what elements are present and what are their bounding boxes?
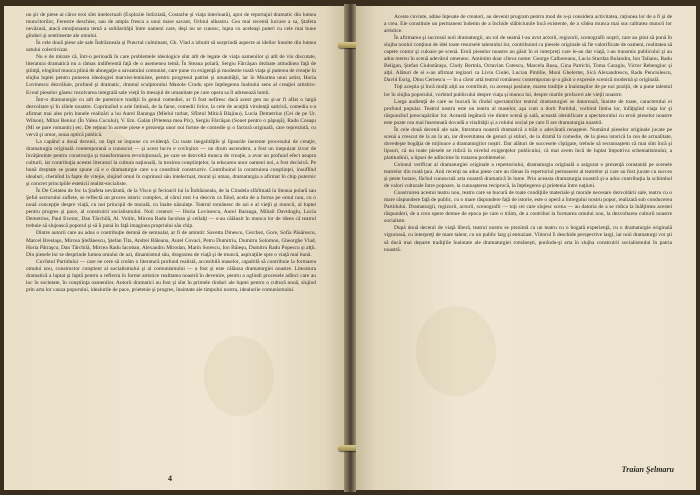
left-paragraph: În De Cetatea de foc la Ştafeta nevăzută, de la Viscu şi fecioarii lui la Îndrăzneala, de la Citadela sfărîmată la Steaua polară sau Şeful sectorului suflete, se reflectă un proces istoric complex, al cărui rost l-a descris ca fiind, acela de a forma pe omul nou, cu o nouă concepţie despre viaţă, cu noi principii de morală, cu înalte năzuinţe. Teatrul românesc de azi e al vieţii şi muncii, al luptei pentru progres şi pace, al construirii socialismului. Noii creatori — Horia Lovinescu, Aurel Baranga, Mihail Davidoglu, Lucia Demetrius, Paul Everac, Dan Tărchilă, Al. Voitin, Mircea Radu Iacoban şi ceilalţi — s-au călăuzit în munca lor de ideea că teatrul trebuie să slujească poporul şi să îi pună în faţă imaginea propriului său chip. xyxy=(26,188,316,230)
left-paragraph: Dintre autorii care au adus o contribuţie demnă de semnalat, ar fi de amintit: Savetta Dinescu, Cerchez, Gore, Sofia Păsărescu, Marcel Breslaşu, Mircea Ştefănescu, Ştefan Tita, Andrei Băleanu, Aurel Covaci, Petru Dumitriu, Dumitru Solomon, Gheorghe Vlad, Horia Pătraşcu, Dan Tărchilă, Mircea Radu Iacoban, Alexandru Mirodan, Marin Sorescu, Ion Băieşu, Dumitru Radu Popescu şi alţii. Din piesele lor se desprinde lumea omului de azi, dinamismul său, dragostea de viaţă şi de muncă, aspiraţiile spre o viaţă mai bună. xyxy=(26,230,316,258)
author-signature: Traian Şelmaru xyxy=(621,465,674,474)
left-page-text xyxy=(26,12,316,294)
right-paragraph: Aceste cuvinte, adine înţesate de creatori, au devenit program pentru mod de a-şi considera activitatea, rațiunea lor de a fi şi de a crea. Ele constituie un permanent îndemn de a închide slăbiciunile încă existente, de a vădea munca mai sus calitatea muncii lor artistice. xyxy=(384,14,672,35)
right-page-text xyxy=(384,14,672,254)
left-paragraph: În cele două piese ale sale Îndrăzneala şi Punctul culminant, Gh. Vlad a izbutit să surprindă aspecte ai ideilor înnoite din lumea satului colectivizat. xyxy=(26,40,316,54)
right-paragraph: După două decenii de viaţă liberă, teatrul nostru se prezintă ca un teatru cu o bogată experienţă, cu o dramaturgie originală viguroasă, cu interpreţi de mare talent, cu un public larg şi entuziast. Viitorul îi deschide perspective largi, iar noii dramaturgi vor şti să ducă mai departe tradiţiile înaintate ale dramaturgiei româneşti, punîndu-şi arta în slujba construirii socialismului în patria noastră. xyxy=(384,225,672,253)
book-gutter xyxy=(344,4,356,492)
right-paragraph: Toţi aceştia şi încă mulţi alţii au contribuit, cu aceeaşi pasiune, marea tradiţie a înaintaşilor de pe noi poziţii, de a pune talentul lor în slujba poporului, vorbind publicului despre viaţa şi munca lui, despre marile prefaceri ale vieţii noastre. xyxy=(384,84,672,98)
right-paragraph: Larga audienţă de care se bucură în rîndul spectatorilor teatrul dramaturgiei se datorează, înainte de toate, caracterului ei profund popular. Teatrul nostru este un teatru al maselor, aşa cum a dorit Partidul, vorbind limba lor, înfăţişînd viaţa lor şi răspunzînd preocupărilor lor. Această legătură vie dintre scenă şi sală, această identificare a spectatorului cu eroii pieselor noastre este poate cea mai însemnată dovadă a vitalităţii şi a rolului social pe care îl are dramaturgia noastră. xyxy=(384,98,672,126)
left-paragraph: Nu e de mirare că, într-o perioadă în care problemele ideologice sînt atît de legate de viaţa oamenilor şi atît de viu discutate, literatura dramatică nu a rămas indiferentă faţă de o asemenea temă. În Steaua polară, Sergiu Fărcăşan dezbate atitudinea faţă de ştiinţă, elogiind munca plină de abnegaţie a savantului comunist, care pune cu exigenţă şi modestie toată viaţa şi puterea de creaţie în slujba luptei pentru punerea ideologiei marxist-leniniste, pentru progresul patriei şi umanităţii, iar în Moartea unui artist, Horia Lovinescu dezvăluie, profund şi dramatic, drumul sculptorului Manole Crudu spre înţelegerea înaltului sens al creaţiei artistice. Ecoul pieselor găsesc rezolvarea integrală sale vieţii în mesajul de umanitate pe care opera sa îl adresează lumii. xyxy=(26,54,316,96)
left-paragraph: La capătul a două decenii, un fapt se impune cu evidenţă. Cu toate inegalităţile şi lipsurile inerente procesului de creaţie, dramaturgia originală contemporană a cunoscut — şi acest lucru e covîrşitor — un drum ascendent, a fost un inepuizat izvor de învăţăminte pentru construcţia şi transformarea revoluţionară, pe care se dezvoltă munca de creaţie, a avut un profund efect asupra culturii, iar contribuţia acestei literaturi la cultura naţională, la trezirea conştiinţelor, la educarea unor oameni noi, a fost decisivă. Pe bună dreptate se poate spune că e o dramaturgie care s-a constituit constructiv. Contribuind la construirea conştiinţei, insuflînd idealuri, chemînd la fapte de vitejie, slujind omul în cuprinsul său intelectual, moral şi uman, dramaturgia a afirmat în chip puternic şi concret principiile esteticii realist-socialiste. xyxy=(26,138,316,188)
right-paragraph: Construirea acestui teatru nou, teatru care se bucură de toate condiţiile materiale şi morale necesare dezvoltării sale, teatru cu o mare răspundere faţă de public, cu o mare răspundere faţă de istorie, este o operă a întregului nostru popor, realizată sub conducerea Partidului. Dramaturgii, regizorii, actorii, scenografii — toţi cei care slujesc scena — au datoria de a se ridica la înălţimea acestei răspunderi, de a crea opere demne de epoca pe care o trăim, de a contribui la formarea omului nou, la dezvoltarea culturii noastre socialiste. xyxy=(384,190,672,225)
right-paragraph: În afirmarea şi succesul noii dramaturgii, un rol de seamă l-au avut actorii, regizorii, scenografii noştri, care au ştiut să pună în slujba noului conţinut de idei toate resursele talentului lor, contribuind ca piesele originale să fie valorificate de oameni, realitatea să capete contur şi culoare pe scenă. Eroii pieselor noastre au găsit în ei interpreţi care le-au dat viaţă, i-au transmis publicului şi au adus mereu în scenă adevărul omenesc. Amintim doar cîteva nume: George Calboreanu, Lucia Sturdza Bulandra, Ion Talianu, Radu Beligan, Ştefan Ciubotăraşu, Clody Bertola, Octavian Cotescu, Marcela Rusu, Gina Patrichi, Toma Caragiu, Victor Rebengiuc şi alţii. Alături de ei s-au afirmat regizori ca Liviu Ciulei, Lucian Pintilie, Moni Ghelerter, Sică Alexandrescu, Radu Penciulescu, David Esrig, Dinu Cernescu — în a căror artă teatrul românesc contemporan şi-a găsit o expresie scenică modernă şi originală. xyxy=(384,35,672,84)
right-page xyxy=(356,6,696,490)
left-paragraph: Într-o dramaturgie cu atît de puternice tradiţii în genul comediei, ar fi fost nefiresc dacă acest gen nu şi-ar fi aflat o largă dezvoltare şi în zilele noastre. Cuprinzînd o arie întinsă, de la farse, comedii lirice, la cele de acuţită virulenţă satirică, comedia s-a afirmat mai ales prin bunele realizări a lui Aurel Baranga (Mielul turbat, Sfîntul Mitică Blajinu), Lucia Demetrius (Cei de pe Ur. Wilson), Mihai Beniuc (În Valea Cucului), V. Em. Galan (Prietena mea Pix), Sergiu Fărcăşan (Sonet pentru o păpuşă), Radu Cosaşu (Mi se pare romantic) etc. De reţinut în aceste piese e prezenţa unor noi forme de comedie şi o factură originală, care reprezintă, cu vervă şi umor, noua optică publică. xyxy=(26,96,316,138)
right-paragraph: Colonul verificat al dramaturgiei originale a repertoriului, dramaturgia originală a asigurat o prezenţă constantă pe scenele teatrelor din toată ţara. Anii recenţi au adus piese care au rămas în repertoriul permanent al teatrelor şi care au fost jucate cu succes şi peste hotare, făcînd cunoscută arta noastră dramatică în lume. Prin aceasta dramaturgia noastră şi-a adus contribuţia la schimbul de valori culturale între popoare, la cunoaşterea reciprocă, la înţelegerea şi prietenia între naţiuni. xyxy=(384,161,672,190)
left-page xyxy=(4,6,344,490)
left-paragraph: un şir de piese ai căror eroi sînt intelectuali (Explozie întîrziată, Costache şi viaţa interioară), apoi de reportajul dramatic din lumea muncitorilor, Ferestre deschise, sau de ampla fresca a unui mare savant, Ochiul albastru. Cea mai recentă lucrare a sa, Ştafeta nevăzută, atacă emoţionanta temă a solidarităţii între oameni care, deşi nu se cunosc, lupta cu aceleaşi puteri cu cele mai bune gînduri şi sentimente ale omului. xyxy=(26,12,316,40)
left-paragraph: Cuvîntul Partidului — care ne cere să creăm o literatură profund realistă, accesibilă maselor, capabilă să contribuie la formarea omului nou, constructor conştient al socialismului şi al comunismului — a fost şi este călăuza dramaturgiei noastre. Literatura dramatică a luptat şi luptă pentru a reflecta în forme artistice realitatea noastră în devenire, pentru a oglindi procesele adînci care au loc în societate, în conştiinţa oamenilor. Autorii dramatici au fost şi sînt în primele rînduri ale luptei pentru o cultură nouă, slujind prin arta lor cauza poporului, idealurile de pace, prietenie şi progres, înaintate ale timpului nostru, idealurile comunismului. xyxy=(26,258,316,293)
page-number: 4 xyxy=(168,474,172,483)
right-paragraph: În cele două decenii ale sale, literatura noastră dramatică a trăit o adevărată renaştere. Numărul pieselor originale jucate pe scenă a crescut de la an la an, iar diversitatea de genuri şi stiluri, de la dramă la comedie, de la piesa istorică la cea de actualitate, dovedeşte bogăţia de mijloace a dramaturgilor noştri. Dar alături de succesele cîştigate, trebuie să recunoaştem că mai sînt încă şi lipsuri, că nu toate piesele se ridică la nivelul exigenţelor publicului, că mai avem încă de luptat împotriva schematismului, a platitudinii, a lipsei de adîncime în tratarea problemelor. xyxy=(384,126,672,161)
